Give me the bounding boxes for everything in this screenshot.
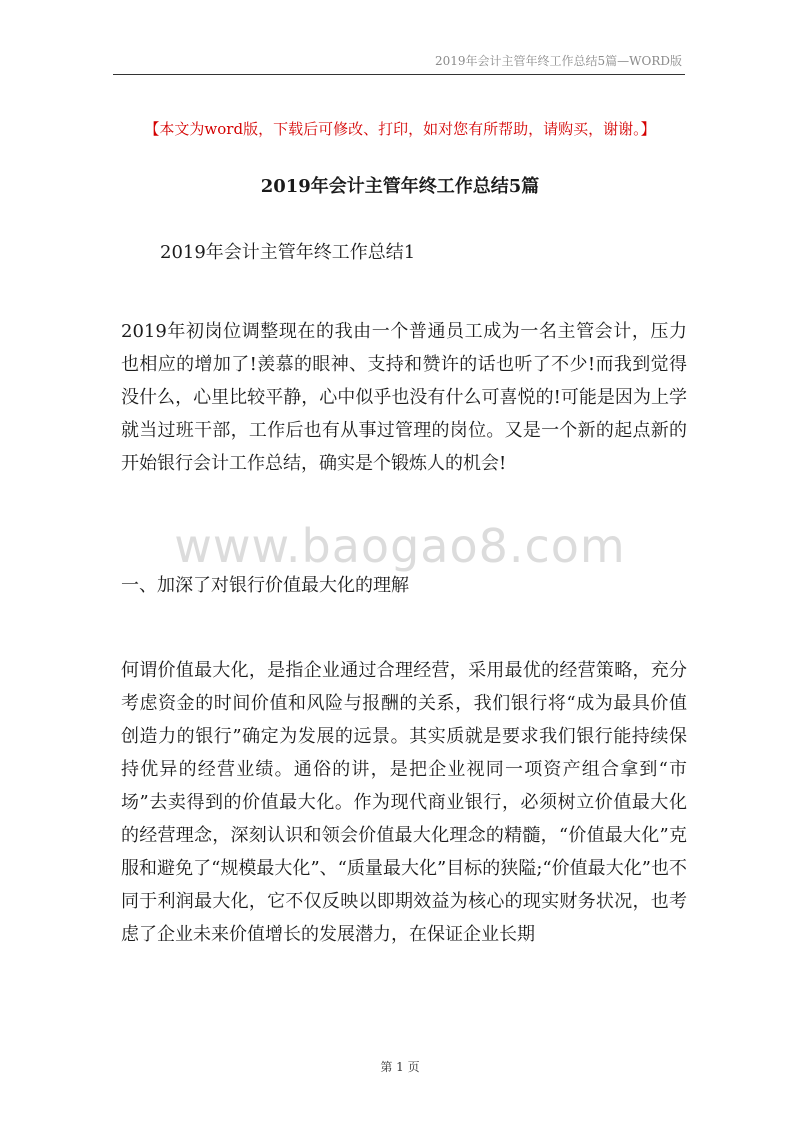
section-heading: 一、加深了对银行价值最大化的理解	[121, 575, 409, 596]
watermark: www.baogao8.com	[174, 519, 626, 573]
header-divider	[113, 74, 685, 75]
paragraph-intro: 2019年初岗位调整现在的我由一个普通员工成为一名主管会计，压力也相应的增加了!羡慕的眼神、支持和赞许的话也听了不少!而我到觉得没什么，心里比较平静，心中似乎也没有什么可喜悦的!可能是因为上学就当过班干部，工作后也有从事过管理的岗位。又是一个新的起点新的开始银行会计工作总结，确实是个锻炼人的机会!	[121, 321, 687, 474]
page-number: 第 1 页	[380, 1060, 420, 1074]
running-header: 2019年会计主管年终工作总结5篇—WORD版	[434, 54, 682, 68]
purchase-notice: 【本文为word版，下载后可修改、打印，如对您有所帮助，请购买，谢谢。】	[144, 120, 656, 138]
section-subtitle: 2019年会计主管年终工作总结1	[160, 242, 416, 263]
document-title: 2019年会计主管年终工作总结5篇	[260, 176, 540, 197]
paragraph-value-maximization: 何谓价值最大化，是指企业通过合理经营，采用最优的经营策略，充分考虑资金的时间价值和风险与报酬的关系，我们银行将“成为最具价值创造力的银行”确定为发展的远景。其实质就是要求我们银行能持续保持优异的经营业绩。通俗的讲，是把企业视同一项资产组合拿到“市场”去卖得到的价值最大化。作为现代商业银行，必须树立价值最大化的经营理念，深刻认识和领会价值最大化理念的精髓，“价值最大化”克服和避免了“规模最大化”、“质量最大化”目标的狭隘;“价值最大化”也不同于利润最大化，它不仅反映以即期效益为核心的现实财务状况，也考虑了企业未来价值增长的发展潜力，在保证企业长期	[121, 660, 687, 945]
